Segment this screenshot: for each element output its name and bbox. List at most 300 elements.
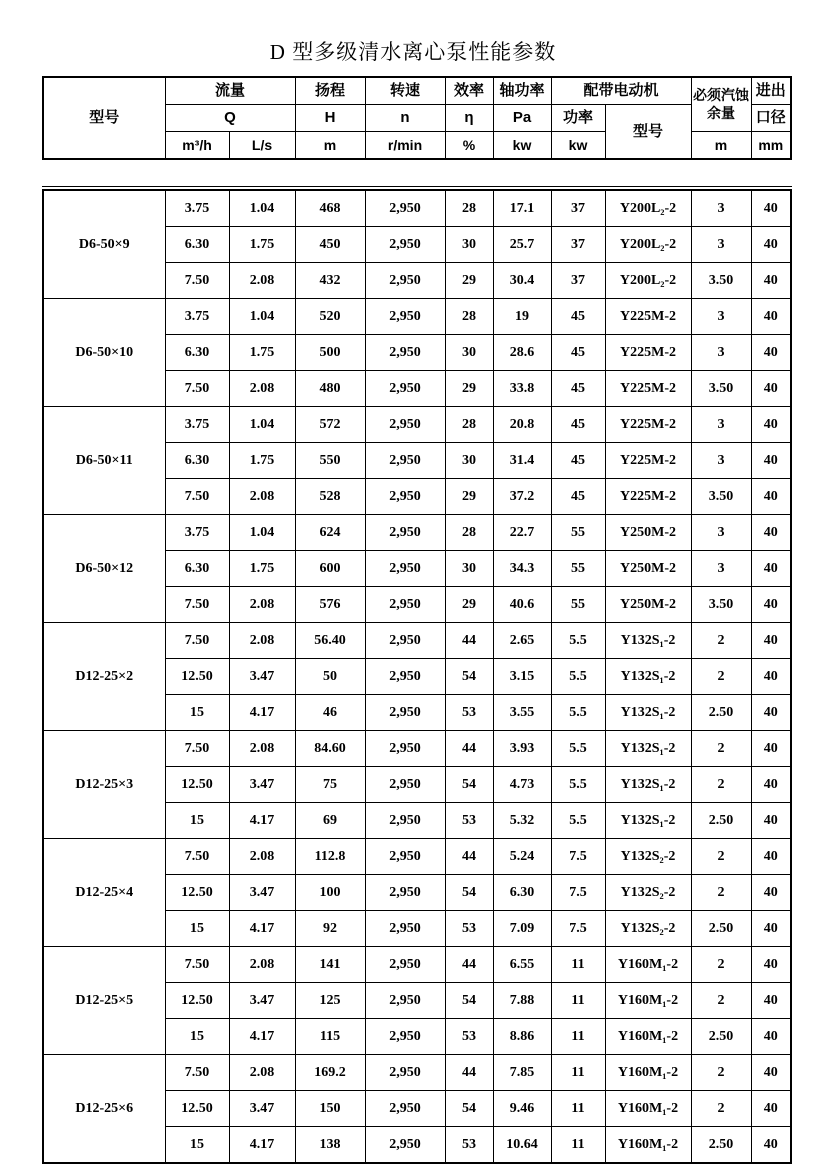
pump-group (43, 839, 791, 947)
col-header-motor-model: 型号 (605, 105, 691, 160)
page-title: D 型多级清水离心泵性能参数 (269, 40, 557, 64)
cell-head-m: 100 (295, 875, 365, 911)
cell-flow-m3h: 12.50 (165, 767, 229, 803)
table-row (43, 190, 791, 227)
cell-shaft-power-kw: 6.30 (493, 875, 551, 911)
cell-shaft-power-kw: 7.09 (493, 911, 551, 947)
cell-head-m: 624 (295, 515, 365, 551)
cell-speed-rmin: 2,950 (365, 731, 445, 767)
cell-motor-model: Y132S₁-2 (605, 659, 691, 695)
cell-flow-m3h: 3.75 (165, 515, 229, 551)
pump-group (43, 190, 791, 299)
cell-pump-model: D6-50×9 (43, 190, 165, 299)
cell-port-mm: 40 (751, 335, 791, 371)
cell-motor-power-kw: 11 (551, 947, 605, 983)
cell-efficiency-pct: 53 (445, 1019, 493, 1055)
cell-port-mm: 40 (751, 731, 791, 767)
cell-efficiency-pct: 30 (445, 443, 493, 479)
cell-flow-ls: 3.47 (229, 983, 295, 1019)
cell-speed-rmin: 2,950 (365, 911, 445, 947)
cell-port-mm: 40 (751, 443, 791, 479)
cell-motor-power-kw: 45 (551, 479, 605, 515)
cell-flow-m3h: 7.50 (165, 731, 229, 767)
cell-flow-ls: 1.75 (229, 443, 295, 479)
cell-port-mm: 40 (751, 659, 791, 695)
cell-flow-ls: 1.75 (229, 227, 295, 263)
cell-speed-rmin: 2,950 (365, 695, 445, 731)
cell-port-mm: 40 (751, 839, 791, 875)
cell-speed-rmin: 2,950 (365, 947, 445, 983)
unit-speed-rmin: r/min (365, 132, 445, 160)
cell-npsh-m: 2 (691, 1055, 751, 1091)
cell-port-mm: 40 (751, 371, 791, 407)
cell-npsh-m: 3 (691, 190, 751, 227)
cell-npsh-m: 2.50 (691, 695, 751, 731)
cell-speed-rmin: 2,950 (365, 515, 445, 551)
cell-head-m: 528 (295, 479, 365, 515)
cell-flow-ls: 1.04 (229, 190, 295, 227)
cell-head-m: 69 (295, 803, 365, 839)
cell-flow-ls: 2.08 (229, 479, 295, 515)
cell-motor-model: Y225M-2 (605, 335, 691, 371)
cell-speed-rmin: 2,950 (365, 983, 445, 1019)
cell-flow-ls: 4.17 (229, 1127, 295, 1164)
cell-efficiency-pct: 28 (445, 515, 493, 551)
table-row (43, 731, 791, 767)
table-row (43, 299, 791, 335)
symbol-efficiency-eta: η (445, 105, 493, 132)
cell-efficiency-pct: 28 (445, 407, 493, 443)
table-row (43, 947, 791, 983)
pump-group (43, 623, 791, 731)
cell-efficiency-pct: 28 (445, 190, 493, 227)
cell-flow-ls: 3.47 (229, 659, 295, 695)
cell-head-m: 112.8 (295, 839, 365, 875)
cell-head-m: 550 (295, 443, 365, 479)
cell-motor-model: Y200L₂-2 (605, 227, 691, 263)
cell-npsh-m: 3 (691, 227, 751, 263)
cell-head-m: 450 (295, 227, 365, 263)
cell-npsh-m: 3 (691, 443, 751, 479)
cell-motor-model: Y132S₁-2 (605, 803, 691, 839)
cell-motor-model: Y250M-2 (605, 551, 691, 587)
cell-npsh-m: 2 (691, 875, 751, 911)
cell-head-m: 141 (295, 947, 365, 983)
unit-flow-ls: L/s (229, 132, 295, 160)
cell-efficiency-pct: 54 (445, 767, 493, 803)
cell-motor-power-kw: 7.5 (551, 875, 605, 911)
cell-head-m: 115 (295, 1019, 365, 1055)
cell-pump-model: D12-25×2 (43, 623, 165, 731)
cell-pump-model: D12-25×6 (43, 1055, 165, 1164)
cell-speed-rmin: 2,950 (365, 767, 445, 803)
symbol-speed-n: n (365, 105, 445, 132)
cell-head-m: 84.60 (295, 731, 365, 767)
cell-speed-rmin: 2,950 (365, 335, 445, 371)
col-header-head: 扬程 (295, 77, 365, 105)
header-row-1 (43, 77, 791, 105)
col-header-shaft-power: 轴功率 (493, 77, 551, 105)
cell-pump-model: D12-25×4 (43, 839, 165, 947)
table-row (43, 839, 791, 875)
cell-shaft-power-kw: 2.65 (493, 623, 551, 659)
cell-efficiency-pct: 29 (445, 587, 493, 623)
cell-shaft-power-kw: 9.46 (493, 1091, 551, 1127)
cell-npsh-m: 3 (691, 335, 751, 371)
col-header-flow: 流量 (165, 77, 295, 105)
cell-speed-rmin: 2,950 (365, 1055, 445, 1091)
unit-npsh-m: m (691, 132, 751, 160)
cell-motor-power-kw: 55 (551, 515, 605, 551)
pump-group (43, 515, 791, 623)
cell-flow-ls: 3.47 (229, 767, 295, 803)
cell-flow-m3h: 7.50 (165, 839, 229, 875)
cell-head-m: 520 (295, 299, 365, 335)
cell-flow-ls: 4.17 (229, 695, 295, 731)
cell-shaft-power-kw: 20.8 (493, 407, 551, 443)
cell-speed-rmin: 2,950 (365, 299, 445, 335)
cell-port-mm: 40 (751, 587, 791, 623)
cell-port-mm: 40 (751, 263, 791, 299)
table-top-rule (42, 186, 792, 187)
cell-shaft-power-kw: 8.86 (493, 1019, 551, 1055)
cell-efficiency-pct: 44 (445, 1055, 493, 1091)
table-row (43, 1055, 791, 1091)
cell-motor-power-kw: 45 (551, 443, 605, 479)
cell-efficiency-pct: 54 (445, 875, 493, 911)
cell-flow-m3h: 6.30 (165, 551, 229, 587)
pump-group (43, 407, 791, 515)
cell-flow-ls: 2.08 (229, 623, 295, 659)
cell-flow-m3h: 3.75 (165, 190, 229, 227)
cell-efficiency-pct: 29 (445, 479, 493, 515)
cell-port-mm: 40 (751, 875, 791, 911)
cell-npsh-m: 3.50 (691, 263, 751, 299)
cell-efficiency-pct: 44 (445, 623, 493, 659)
cell-flow-m3h: 7.50 (165, 623, 229, 659)
cell-port-mm: 40 (751, 479, 791, 515)
cell-npsh-m: 3.50 (691, 587, 751, 623)
cell-shaft-power-kw: 7.85 (493, 1055, 551, 1091)
cell-head-m: 572 (295, 407, 365, 443)
cell-motor-model: Y225M-2 (605, 479, 691, 515)
unit-port-mm: mm (751, 132, 791, 160)
cell-motor-power-kw: 7.5 (551, 839, 605, 875)
cell-efficiency-pct: 54 (445, 659, 493, 695)
cell-flow-ls: 1.04 (229, 407, 295, 443)
cell-flow-ls: 3.47 (229, 875, 295, 911)
cell-efficiency-pct: 29 (445, 263, 493, 299)
cell-motor-model: Y225M-2 (605, 443, 691, 479)
cell-flow-ls: 2.08 (229, 371, 295, 407)
col-header-npsh: 必须汽蚀余量 (691, 77, 751, 132)
cell-motor-power-kw: 11 (551, 983, 605, 1019)
cell-motor-model: Y160M₁-2 (605, 1055, 691, 1091)
cell-npsh-m: 2 (691, 947, 751, 983)
cell-flow-m3h: 6.30 (165, 227, 229, 263)
cell-npsh-m: 2 (691, 839, 751, 875)
cell-flow-m3h: 15 (165, 1127, 229, 1164)
cell-shaft-power-kw: 34.3 (493, 551, 551, 587)
cell-port-mm: 40 (751, 227, 791, 263)
cell-npsh-m: 2 (691, 731, 751, 767)
cell-head-m: 125 (295, 983, 365, 1019)
cell-shaft-power-kw: 40.6 (493, 587, 551, 623)
cell-head-m: 138 (295, 1127, 365, 1164)
cell-flow-m3h: 12.50 (165, 659, 229, 695)
cell-shaft-power-kw: 33.8 (493, 371, 551, 407)
cell-speed-rmin: 2,950 (365, 443, 445, 479)
cell-npsh-m: 2.50 (691, 1127, 751, 1164)
cell-head-m: 169.2 (295, 1055, 365, 1091)
cell-motor-power-kw: 5.5 (551, 659, 605, 695)
cell-flow-m3h: 6.30 (165, 443, 229, 479)
cell-flow-ls: 1.75 (229, 551, 295, 587)
cell-shaft-power-kw: 5.32 (493, 803, 551, 839)
cell-npsh-m: 3.50 (691, 479, 751, 515)
cell-flow-m3h: 15 (165, 803, 229, 839)
spec-header-table (42, 76, 792, 160)
cell-motor-model: Y132S₂-2 (605, 875, 691, 911)
cell-npsh-m: 3 (691, 299, 751, 335)
cell-flow-m3h: 7.50 (165, 947, 229, 983)
cell-motor-power-kw: 55 (551, 587, 605, 623)
cell-npsh-m: 2 (691, 659, 751, 695)
cell-flow-m3h: 7.50 (165, 1055, 229, 1091)
cell-flow-m3h: 12.50 (165, 1091, 229, 1127)
cell-motor-power-kw: 11 (551, 1091, 605, 1127)
cell-npsh-m: 3 (691, 515, 751, 551)
cell-motor-power-kw: 45 (551, 407, 605, 443)
cell-motor-model: Y225M-2 (605, 299, 691, 335)
cell-flow-m3h: 7.50 (165, 263, 229, 299)
cell-flow-m3h: 3.75 (165, 299, 229, 335)
cell-efficiency-pct: 53 (445, 1127, 493, 1164)
col-header-port-line1: 进出 (751, 77, 791, 105)
cell-motor-model: Y160M₁-2 (605, 983, 691, 1019)
cell-motor-model: Y132S₂-2 (605, 911, 691, 947)
cell-motor-power-kw: 5.5 (551, 803, 605, 839)
cell-efficiency-pct: 30 (445, 227, 493, 263)
cell-motor-model: Y132S₁-2 (605, 767, 691, 803)
col-header-pump-model: 型号 (43, 77, 165, 159)
cell-flow-m3h: 7.50 (165, 479, 229, 515)
cell-efficiency-pct: 28 (445, 299, 493, 335)
cell-head-m: 432 (295, 263, 365, 299)
pump-group (43, 731, 791, 839)
cell-shaft-power-kw: 3.15 (493, 659, 551, 695)
cell-npsh-m: 2.50 (691, 911, 751, 947)
cell-motor-model: Y225M-2 (605, 371, 691, 407)
cell-efficiency-pct: 44 (445, 731, 493, 767)
cell-motor-power-kw: 45 (551, 299, 605, 335)
cell-speed-rmin: 2,950 (365, 190, 445, 227)
cell-pump-model: D12-25×5 (43, 947, 165, 1055)
cell-efficiency-pct: 53 (445, 911, 493, 947)
cell-motor-power-kw: 45 (551, 371, 605, 407)
cell-head-m: 468 (295, 190, 365, 227)
table-row (43, 407, 791, 443)
cell-speed-rmin: 2,950 (365, 371, 445, 407)
cell-efficiency-pct: 44 (445, 839, 493, 875)
spec-data-table (42, 189, 792, 1164)
cell-flow-ls: 1.75 (229, 335, 295, 371)
cell-efficiency-pct: 30 (445, 335, 493, 371)
cell-npsh-m: 2.50 (691, 803, 751, 839)
cell-flow-ls: 2.08 (229, 731, 295, 767)
cell-flow-ls: 1.04 (229, 299, 295, 335)
unit-head-m: m (295, 132, 365, 160)
cell-flow-m3h: 15 (165, 1019, 229, 1055)
cell-pump-model: D6-50×11 (43, 407, 165, 515)
cell-flow-m3h: 3.75 (165, 407, 229, 443)
cell-head-m: 150 (295, 1091, 365, 1127)
cell-motor-model: Y160M₁-2 (605, 1127, 691, 1164)
cell-npsh-m: 2 (691, 983, 751, 1019)
cell-flow-ls: 4.17 (229, 911, 295, 947)
cell-pump-model: D6-50×10 (43, 299, 165, 407)
cell-port-mm: 40 (751, 695, 791, 731)
col-header-motor: 配带电动机 (551, 77, 691, 105)
cell-speed-rmin: 2,950 (365, 1127, 445, 1164)
cell-npsh-m: 3.50 (691, 371, 751, 407)
cell-speed-rmin: 2,950 (365, 407, 445, 443)
cell-efficiency-pct: 54 (445, 983, 493, 1019)
cell-motor-power-kw: 11 (551, 1055, 605, 1091)
cell-motor-power-kw: 11 (551, 1019, 605, 1055)
cell-port-mm: 40 (751, 551, 791, 587)
cell-shaft-power-kw: 3.55 (493, 695, 551, 731)
cell-efficiency-pct: 30 (445, 551, 493, 587)
col-header-port-line2: 口径 (751, 105, 791, 132)
cell-motor-model: Y200L₂-2 (605, 190, 691, 227)
cell-motor-power-kw: 37 (551, 227, 605, 263)
cell-motor-model: Y132S₁-2 (605, 695, 691, 731)
cell-port-mm: 40 (751, 1091, 791, 1127)
cell-shaft-power-kw: 19 (493, 299, 551, 335)
cell-motor-power-kw: 5.5 (551, 767, 605, 803)
unit-shaft-power-kw: kw (493, 132, 551, 160)
cell-npsh-m: 2 (691, 767, 751, 803)
cell-shaft-power-kw: 6.55 (493, 947, 551, 983)
cell-speed-rmin: 2,950 (365, 551, 445, 587)
cell-shaft-power-kw: 4.73 (493, 767, 551, 803)
cell-speed-rmin: 2,950 (365, 1019, 445, 1055)
col-header-speed: 转速 (365, 77, 445, 105)
cell-speed-rmin: 2,950 (365, 803, 445, 839)
cell-speed-rmin: 2,950 (365, 839, 445, 875)
cell-motor-model: Y225M-2 (605, 407, 691, 443)
cell-speed-rmin: 2,950 (365, 875, 445, 911)
cell-port-mm: 40 (751, 190, 791, 227)
cell-flow-ls: 2.08 (229, 947, 295, 983)
cell-port-mm: 40 (751, 1127, 791, 1164)
cell-flow-ls: 2.08 (229, 263, 295, 299)
cell-speed-rmin: 2,950 (365, 479, 445, 515)
cell-speed-rmin: 2,950 (365, 587, 445, 623)
cell-shaft-power-kw: 30.4 (493, 263, 551, 299)
cell-port-mm: 40 (751, 911, 791, 947)
cell-motor-model: Y132S₂-2 (605, 839, 691, 875)
cell-speed-rmin: 2,950 (365, 659, 445, 695)
cell-motor-power-kw: 5.5 (551, 731, 605, 767)
cell-head-m: 600 (295, 551, 365, 587)
pump-group (43, 299, 791, 407)
cell-motor-power-kw: 55 (551, 551, 605, 587)
table-row (43, 515, 791, 551)
unit-motor-power-kw: kw (551, 132, 605, 160)
cell-flow-ls: 2.08 (229, 1055, 295, 1091)
cell-head-m: 56.40 (295, 623, 365, 659)
cell-pump-model: D6-50×12 (43, 515, 165, 623)
cell-motor-power-kw: 45 (551, 335, 605, 371)
cell-speed-rmin: 2,950 (365, 227, 445, 263)
unit-flow-m3h: m³/h (165, 132, 229, 160)
symbol-flow-q: Q (165, 105, 295, 132)
cell-flow-ls: 4.17 (229, 803, 295, 839)
cell-flow-ls: 2.08 (229, 839, 295, 875)
col-header-efficiency: 效率 (445, 77, 493, 105)
cell-head-m: 46 (295, 695, 365, 731)
cell-port-mm: 40 (751, 407, 791, 443)
cell-shaft-power-kw: 7.88 (493, 983, 551, 1019)
cell-head-m: 576 (295, 587, 365, 623)
cell-flow-m3h: 15 (165, 911, 229, 947)
cell-port-mm: 40 (751, 1055, 791, 1091)
cell-flow-ls: 4.17 (229, 1019, 295, 1055)
cell-npsh-m: 2 (691, 1091, 751, 1127)
cell-port-mm: 40 (751, 1019, 791, 1055)
cell-motor-model: Y160M₁-2 (605, 947, 691, 983)
cell-motor-model: Y160M₁-2 (605, 1019, 691, 1055)
cell-npsh-m: 2.50 (691, 1019, 751, 1055)
cell-motor-model: Y200L₂-2 (605, 263, 691, 299)
cell-npsh-m: 3 (691, 407, 751, 443)
pump-group (43, 947, 791, 1055)
cell-efficiency-pct: 44 (445, 947, 493, 983)
cell-motor-power-kw: 37 (551, 263, 605, 299)
cell-port-mm: 40 (751, 983, 791, 1019)
cell-flow-m3h: 15 (165, 695, 229, 731)
cell-efficiency-pct: 54 (445, 1091, 493, 1127)
cell-flow-m3h: 12.50 (165, 983, 229, 1019)
symbol-head-h: H (295, 105, 365, 132)
unit-efficiency-pct: % (445, 132, 493, 160)
cell-shaft-power-kw: 3.93 (493, 731, 551, 767)
cell-head-m: 500 (295, 335, 365, 371)
cell-npsh-m: 2 (691, 623, 751, 659)
cell-port-mm: 40 (751, 515, 791, 551)
cell-speed-rmin: 2,950 (365, 623, 445, 659)
cell-efficiency-pct: 53 (445, 803, 493, 839)
table-row (43, 623, 791, 659)
cell-efficiency-pct: 29 (445, 371, 493, 407)
cell-motor-power-kw: 11 (551, 1127, 605, 1164)
cell-motor-model: Y160M₁-2 (605, 1091, 691, 1127)
cell-motor-power-kw: 7.5 (551, 911, 605, 947)
cell-shaft-power-kw: 22.7 (493, 515, 551, 551)
cell-port-mm: 40 (751, 767, 791, 803)
cell-motor-model: Y132S₁-2 (605, 623, 691, 659)
col-header-motor-power: 功率 (551, 105, 605, 132)
cell-port-mm: 40 (751, 803, 791, 839)
cell-flow-m3h: 7.50 (165, 371, 229, 407)
symbol-shaft-power-pa: Pa (493, 105, 551, 132)
cell-npsh-m: 3 (691, 551, 751, 587)
cell-flow-ls: 1.04 (229, 515, 295, 551)
cell-motor-power-kw: 5.5 (551, 695, 605, 731)
cell-efficiency-pct: 53 (445, 695, 493, 731)
